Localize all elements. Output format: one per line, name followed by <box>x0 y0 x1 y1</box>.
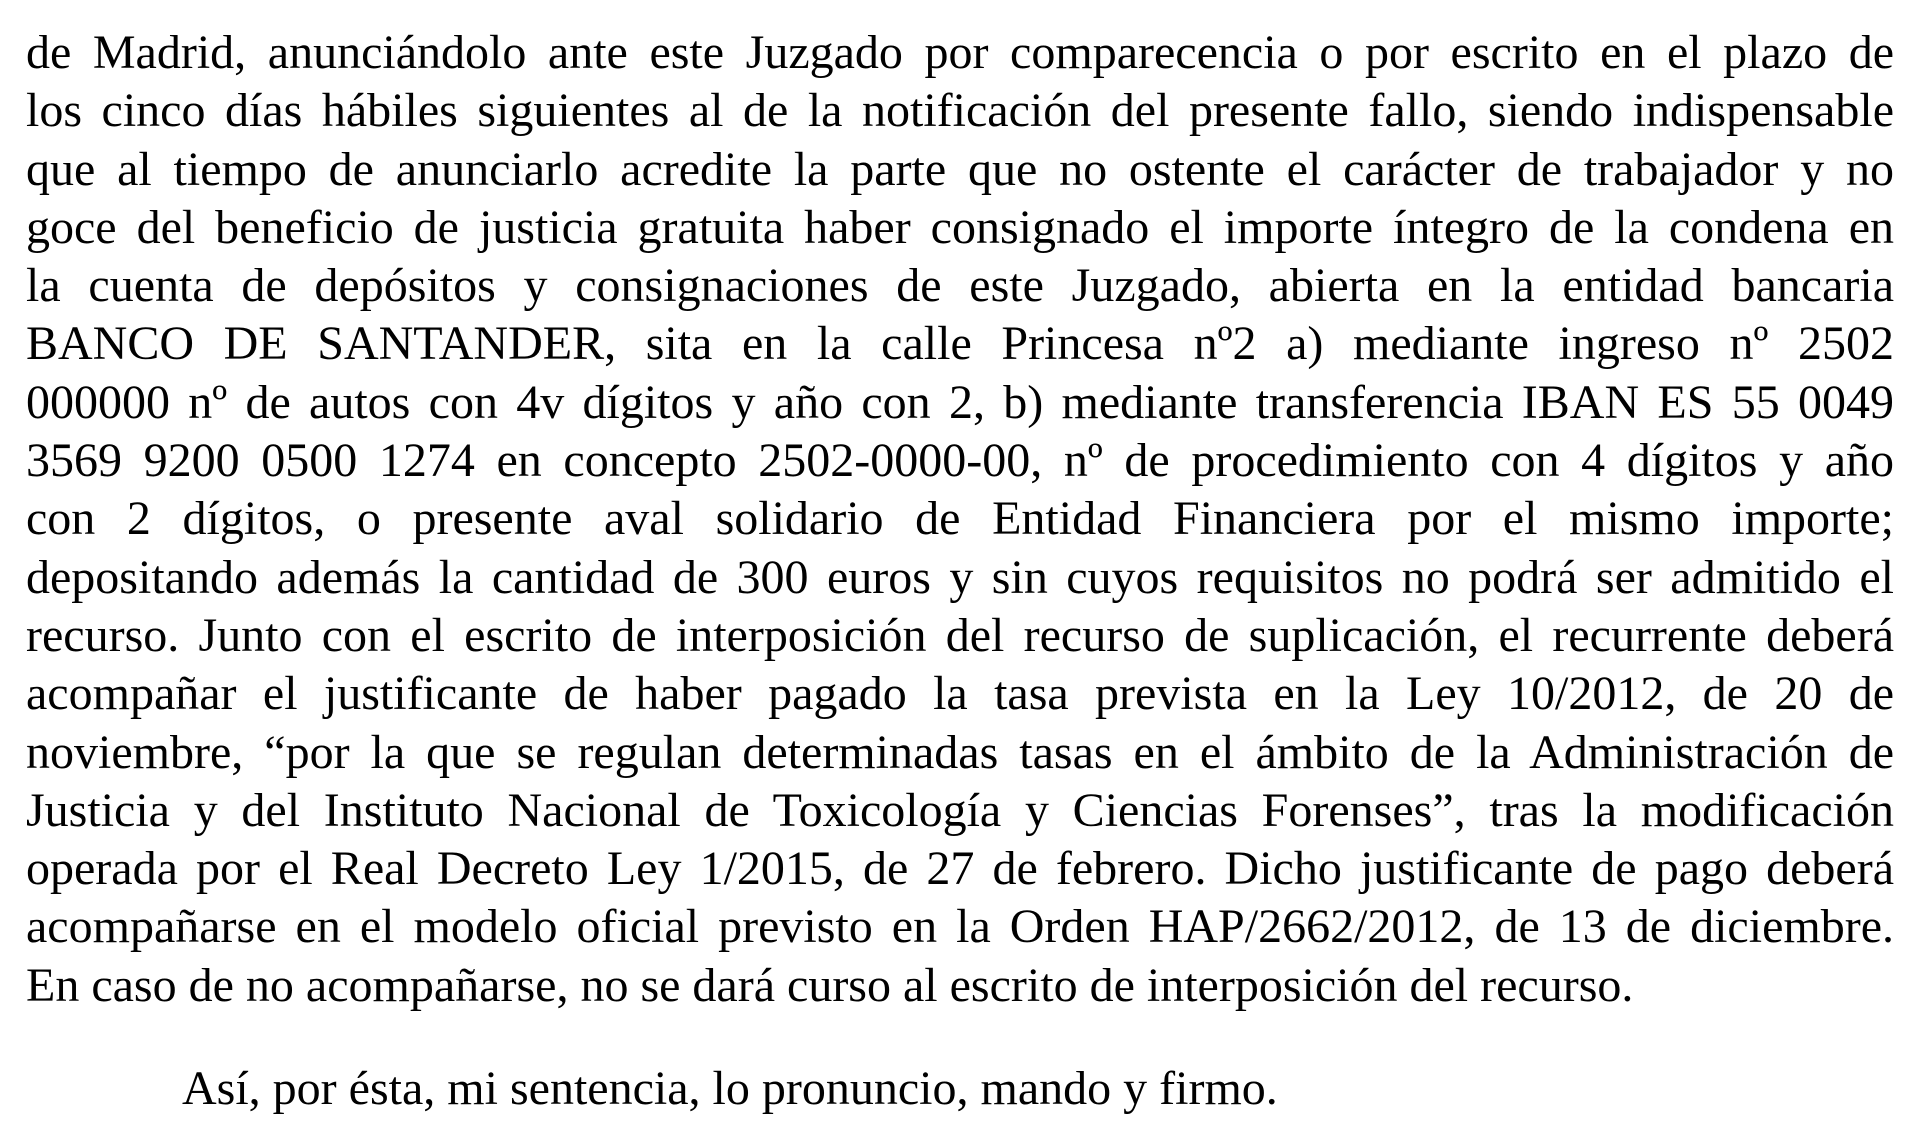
sentence-signoff: Así, por ésta, mi sentencia, lo pronuncio, mando y firmo. <box>182 1062 1278 1115</box>
paragraph-line: recurso. Junto con el escrito de interposición del recurso de suplicación, el recurrente deberá <box>26 608 1894 662</box>
paragraph-line: Justicia y del Instituto Nacional de Toxicología y Ciencias Forenses”, tras la modificación <box>26 783 1894 837</box>
paragraph-line: la cuenta de depósitos y consignaciones de este Juzgado, abierta en la entidad bancaria <box>26 259 1894 313</box>
paragraph-line: acompañar el justificante de haber pagado la tasa prevista en la Ley 10/2012, de 20 de <box>26 667 1894 721</box>
paragraph-line: los cinco días hábiles siguientes al de la notificación del presente fallo, siendo indispensable <box>26 84 1894 138</box>
paragraph-line: que al tiempo de anunciarlo acredite la parte que no ostente el carácter de trabajador y no <box>26 142 1894 196</box>
paragraph-line: 000000 nº de autos con 4v dígitos y año con 2, b) mediante transferencia IBAN ES 55 0049 <box>26 375 1894 429</box>
paragraph-line: depositando además la cantidad de 300 euros y sin cuyos requisitos no podrá ser admitido el <box>26 550 1894 604</box>
paragraph-line: goce del beneficio de justicia gratuita haber consignado el importe íntegro de la condena en <box>26 200 1894 254</box>
paragraph-line: con 2 dígitos, o presente aval solidario de Entidad Financiera por el mismo importe; <box>26 492 1894 546</box>
paragraph-line: En caso de no acompañarse, no se dará curso al escrito de interposición del recurso. <box>26 958 1634 1012</box>
paragraph-line: noviembre, “por la que se regulan determinadas tasas en el ámbito de la Administración de <box>26 725 1894 779</box>
paragraph-line: operada por el Real Decreto Ley 1/2015, de 27 de febrero. Dicho justificante de pago deberá <box>26 842 1894 896</box>
paragraph-line: BANCO DE SANTANDER, sita en la calle Princesa nº2 a) mediante ingreso nº 2502 <box>26 317 1894 371</box>
sentence-paragraph <box>26 24 1894 1015</box>
paragraph-line: 3569 9200 0500 1274 en concepto 2502-0000-00, nº de procedimiento con 4 dígitos y año <box>26 434 1894 488</box>
paragraph-line: acompañarse en el modelo oficial previsto en la Orden HAP/2662/2012, de 13 de diciembre. <box>26 900 1894 954</box>
paragraph-line: de Madrid, anunciándolo ante este Juzgado por comparecencia o por escrito en el plazo de <box>26 26 1894 79</box>
